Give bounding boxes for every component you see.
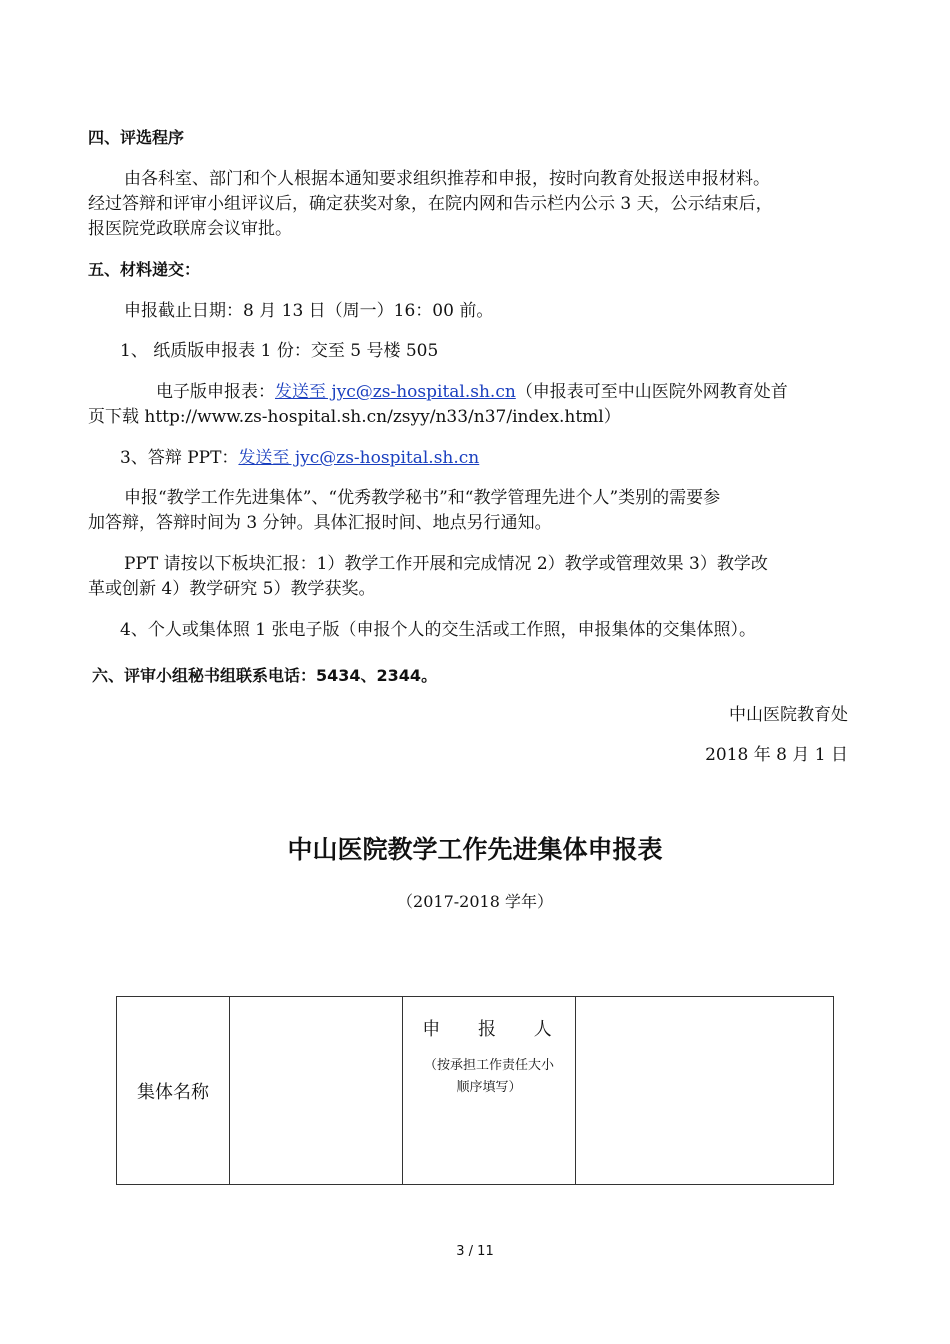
applicant-note-line-1: （按承担工作责任大小 <box>423 1058 554 1073</box>
item-3-email-link[interactable]: 发送至 jyc@zs-hospital.sh.cn <box>238 448 480 468</box>
ppt-note-line-2: 革或创新 4）教学研究 5）教学获奖。 <box>88 579 376 599</box>
defense-note-line-2: 加答辩，答辩时间为 3 分钟。具体汇报时间、地点另行通知。 <box>88 513 552 533</box>
page-number: 3 / 11 <box>456 1244 494 1259</box>
section-4-heading: 四、评选程序 <box>88 128 185 147</box>
applicant-note-line-2: 顺序填写） <box>456 1080 522 1095</box>
section-6-heading: 六、评审小组秘书组联系电话：5434、2344。 <box>92 666 438 685</box>
collective-name-label: 集体名称 <box>137 1081 209 1103</box>
item-3-line <box>120 446 479 470</box>
applicant-label: 申 报 人 <box>422 1019 568 1040</box>
ppt-note-line-1: PPT 请按以下板块汇报：1）教学工作开展和完成情况 2）教学或管理效果 3）教学改 <box>124 554 768 574</box>
applicant-input-cell[interactable] <box>576 997 834 1185</box>
section-4-line-2: 经过答辩和评审小组评议后，确定获奖对象，在院内网和告示栏内公示 3 天，公示结束后， <box>88 194 773 214</box>
item-2-line-2: 页下载 http://www.zs-hospital.sh.cn/zsyy/n33/n37/index.html） <box>88 407 621 427</box>
form-subtitle: （2017-2018 学年） <box>397 892 553 911</box>
application-form-table <box>116 996 834 1185</box>
item-3-prefix: 3、答辩 PPT： <box>120 448 239 468</box>
form-title: 中山医院教学工作先进集体申报表 <box>287 835 663 864</box>
item-4-text: 4、个人或集体照 1 张电子版（申报个人的交生活或工作照，申报集体的交集体照）。 <box>120 620 756 640</box>
applicant-note <box>403 1055 575 1099</box>
item-1-text: 1、 纸质版申报表 1 份：交至 5 号楼 505 <box>120 341 439 361</box>
item-2-email-link[interactable]: 发送至 jyc@zs-hospital.sh.cn <box>275 382 516 402</box>
section-4-line-3: 报医院党政联席会议审批。 <box>88 219 292 239</box>
defense-note-line-1: 申报“教学工作先进集体”、“优秀教学秘书”和“教学管理先进个人”类别的需要参 <box>124 488 721 508</box>
section-5-heading: 五、材料递交： <box>88 260 201 279</box>
signature-date: 2018 年 8 月 1 日 <box>705 745 848 765</box>
signature-org: 中山医院教育处 <box>729 705 848 725</box>
item-2-line-1 <box>156 380 788 404</box>
applicant-label-cell <box>403 997 576 1185</box>
collective-name-label-cell <box>117 997 230 1185</box>
section-4-line-1: 由各科室、部门和个人根据本通知要求组织推荐和申报，按时向教育处报送申报材料。 <box>124 169 770 189</box>
item-2-prefix: 电子版申报表： <box>156 382 275 402</box>
collective-name-input-cell[interactable] <box>230 997 403 1185</box>
deadline-text: 申报截止日期：8 月 13 日（周一）16：00 前。 <box>124 301 494 321</box>
table-row <box>117 997 834 1185</box>
item-2-suffix: （申报表可至中山医院外网教育处首 <box>515 382 788 402</box>
